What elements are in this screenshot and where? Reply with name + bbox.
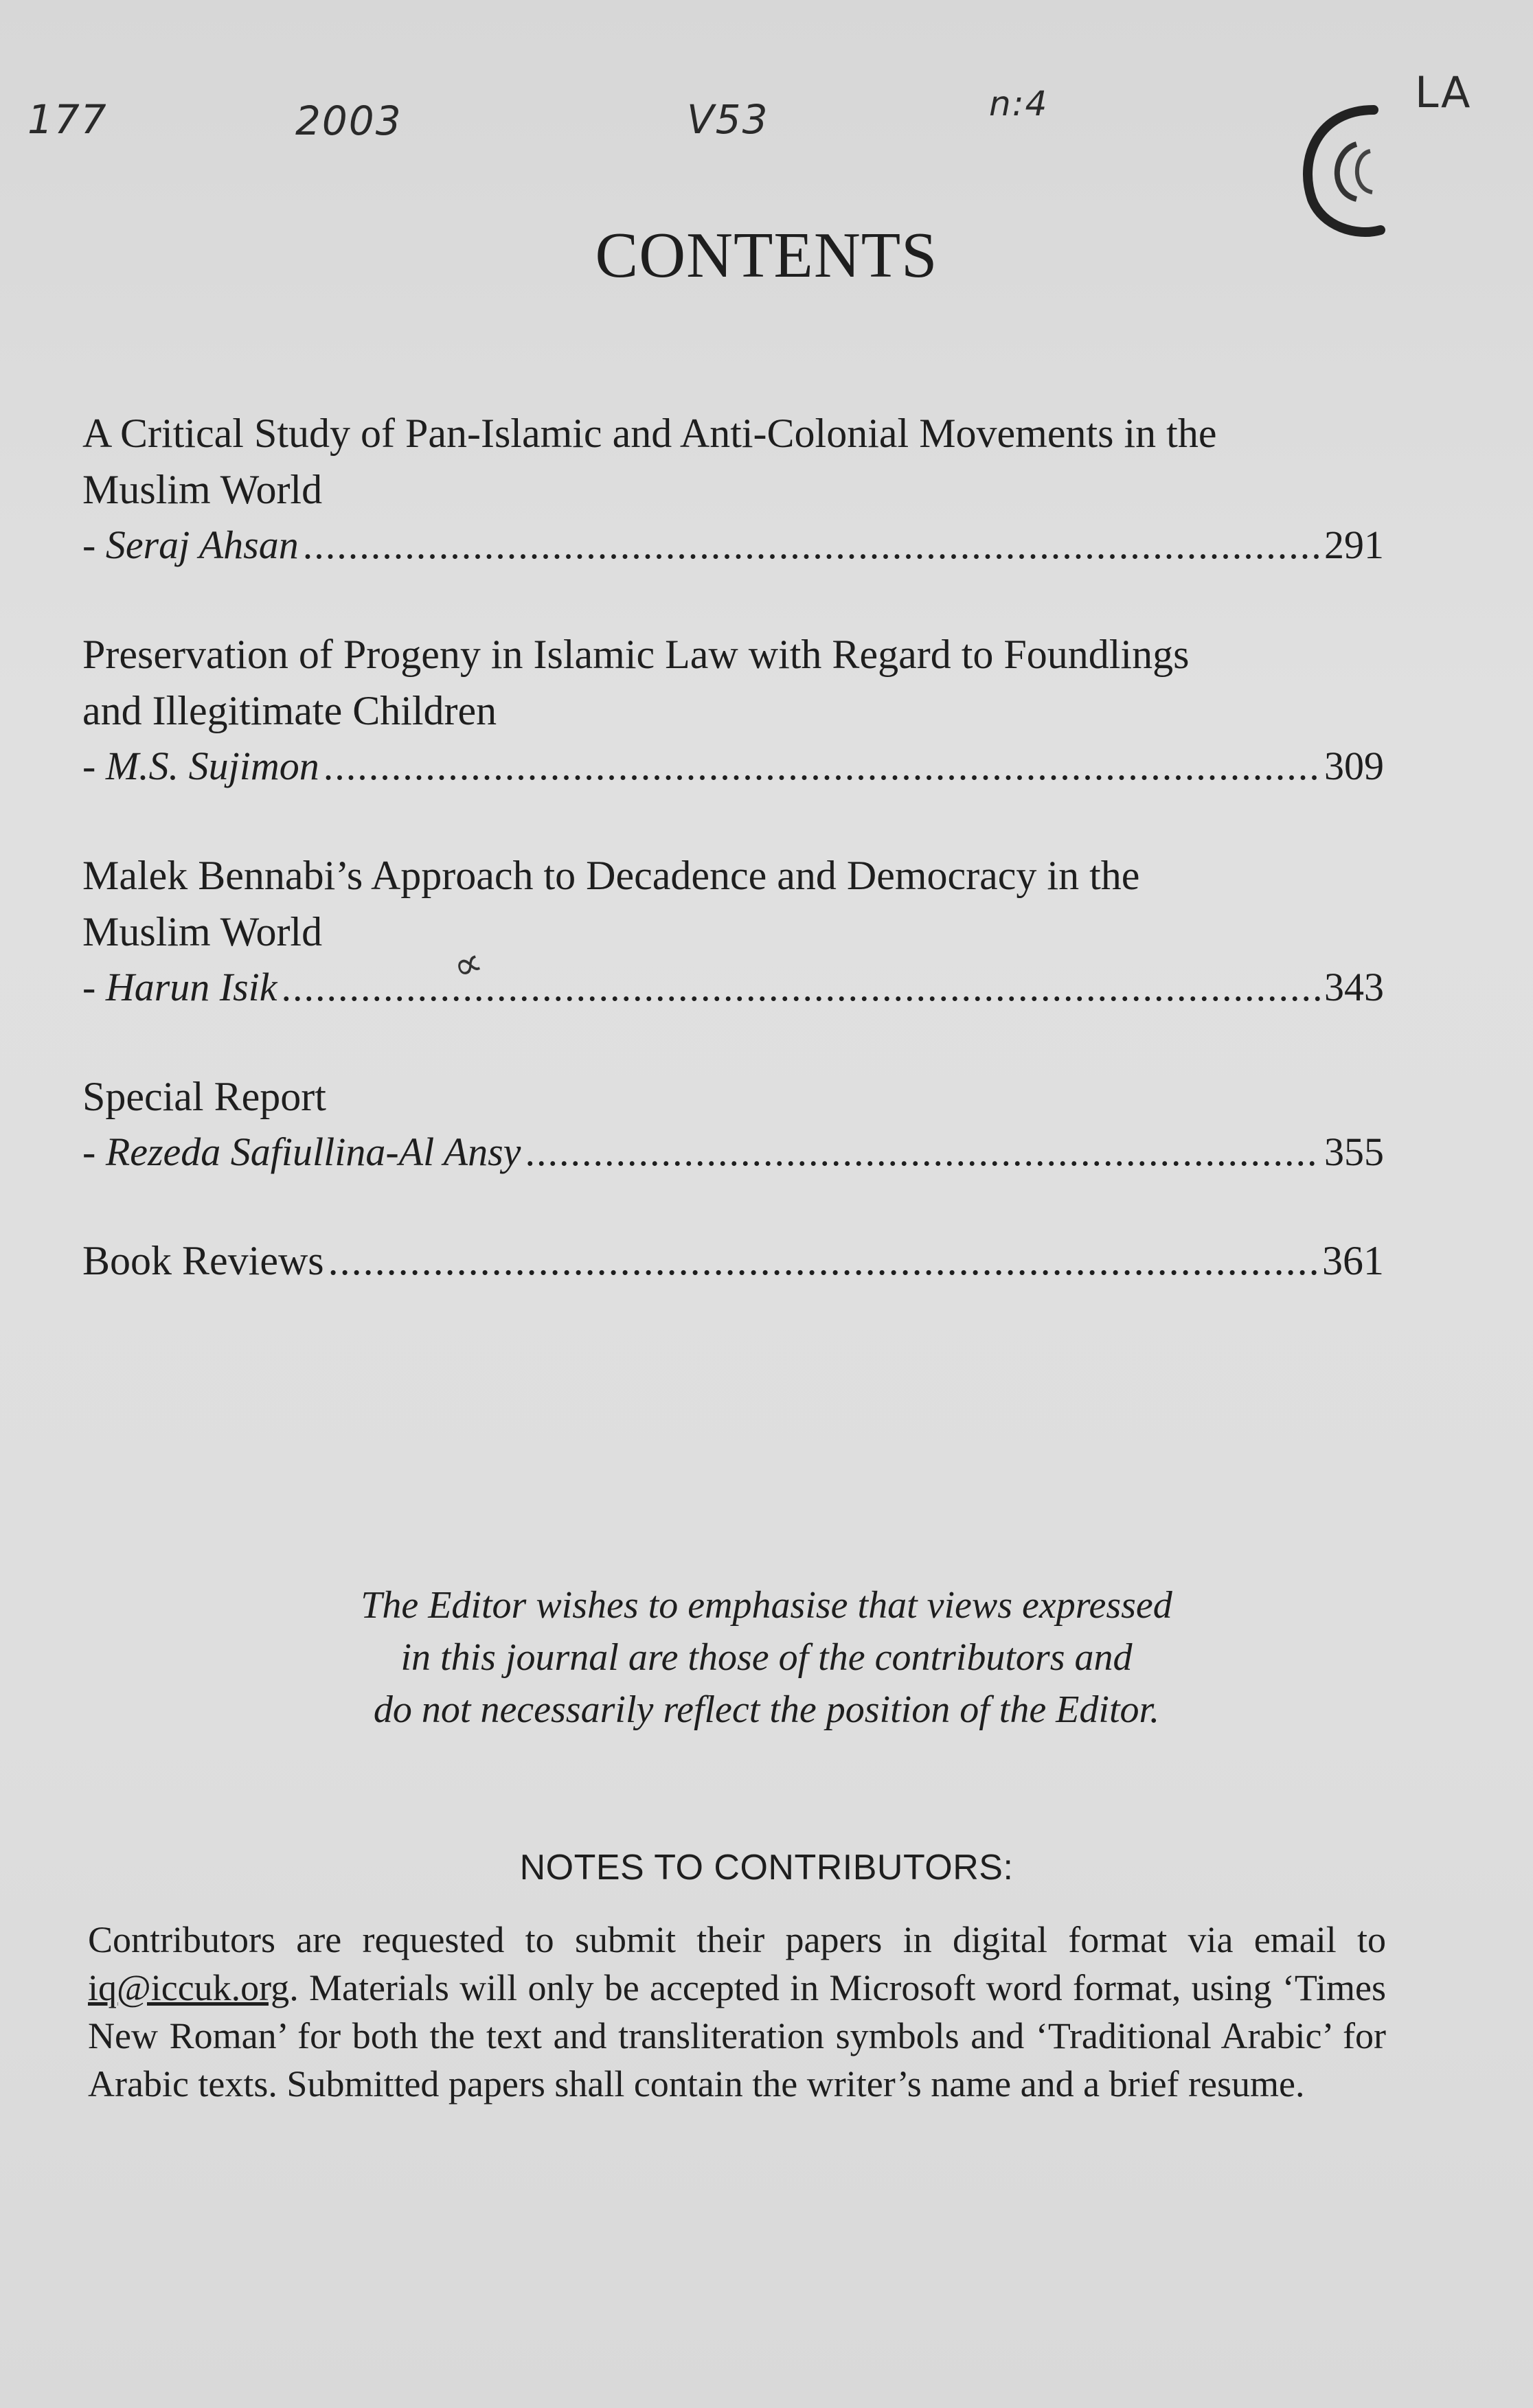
entry-author: - Rezeda Safiullina-Al Ansy — [82, 1130, 521, 1174]
notes-paragraph — [88, 1916, 1386, 2108]
entry-page-number: 355 — [1324, 1130, 1384, 1174]
entry-author-row — [82, 518, 1384, 573]
editor-disclaimer — [0, 1579, 1533, 1736]
entry-author: - Harun Isik — [82, 965, 277, 1009]
entry-title-line: Special Report — [82, 1074, 326, 1119]
entry-title-line: Malek Bennabi’s Approach to Decadence and Democracy in the — [82, 853, 1140, 898]
handwritten-note-1: 177 — [27, 96, 108, 143]
handwritten-note-2: 2003 — [295, 98, 402, 144]
entry-page-number: 343 — [1324, 965, 1384, 1009]
notes-text-before: Contributors are requested to submit their papers in digital format via email to — [88, 1919, 1386, 1960]
page-title: CONTENTS — [595, 220, 938, 291]
handwritten-tick-icon: ∝ — [446, 937, 489, 991]
entry-page-number: 361 — [1322, 1238, 1384, 1283]
notes-heading: NOTES TO CONTRIBUTORS: — [519, 1848, 1014, 1888]
entry-author-row — [82, 739, 1384, 794]
entry-title: Book Reviews — [82, 1238, 324, 1283]
disclaimer-line: in this journal are those of the contributors and — [400, 1636, 1133, 1679]
entry-title-line: Muslim World — [82, 467, 323, 512]
dot-leader — [328, 1233, 1318, 1288]
dot-leader — [303, 518, 1320, 573]
toc-entry — [82, 405, 1384, 573]
email-link[interactable]: iq@iccuk.org — [88, 1967, 290, 2008]
notes-text-after: . Materials will only be accepted in Microsoft word format, using ‘Times New Roman’ for both the text and transliteration symbols and ‘Traditional Arabic’ for Arabic texts. Submitted papers shall contain the writer’s name and a brief resume. — [88, 1967, 1386, 2105]
handwritten-note-3: V53 — [687, 96, 769, 143]
toc-entry — [82, 847, 1384, 1015]
disclaimer-line: do not necessarily reflect the position of the Editor. — [373, 1688, 1160, 1731]
entry-title-line: A Critical Study of Pan-Islamic and Anti-Colonial Movements in the — [82, 411, 1217, 456]
toc-entry — [82, 1233, 1384, 1288]
entry-page-number: 309 — [1324, 744, 1384, 788]
toc-entry — [82, 1068, 1384, 1180]
table-of-contents — [82, 405, 1384, 1342]
entry-author: - Seraj Ahsan — [82, 523, 299, 567]
entry-author-row — [82, 960, 1384, 1015]
dot-leader — [282, 960, 1320, 1015]
handwritten-note-5: LA — [1415, 67, 1472, 117]
entry-title-line: Preservation of Progeny in Islamic Law with Regard to Foundlings — [82, 632, 1190, 677]
toc-entry — [82, 626, 1384, 794]
handwritten-note-4: n:4 — [989, 84, 1049, 124]
disclaimer-line: The Editor wishes to emphasise that views expressed — [361, 1584, 1172, 1627]
entry-page-number: 291 — [1324, 523, 1384, 567]
entry-title-line: Muslim World — [82, 909, 323, 954]
entry-title-row — [82, 1233, 1384, 1288]
entry-author: - M.S. Sujimon — [82, 744, 319, 788]
dot-leader — [525, 1125, 1320, 1180]
entry-author-row — [82, 1125, 1384, 1180]
entry-title-line: and Illegitimate Children — [82, 688, 497, 733]
dot-leader — [323, 739, 1320, 794]
